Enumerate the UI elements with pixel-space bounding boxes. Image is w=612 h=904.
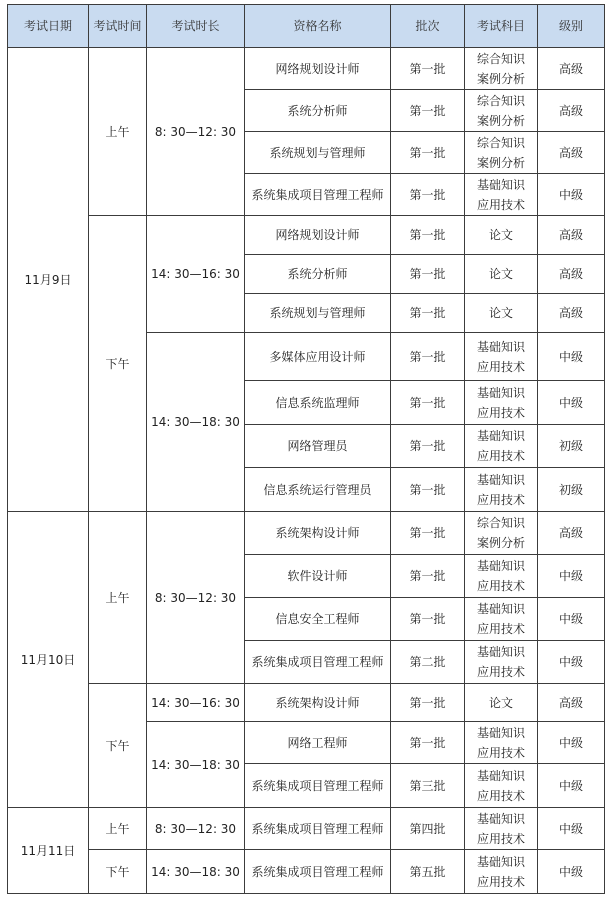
batch-cell: 第一批 — [391, 174, 465, 216]
exam-duration-cell: 8: 30—12: 30 — [147, 512, 245, 684]
batch-cell: 第一批 — [391, 684, 465, 722]
exam-period-cell: 上午 — [89, 512, 147, 684]
exam-subject-cell — [465, 722, 538, 764]
table-row — [8, 216, 605, 255]
batch-cell: 第一批 — [391, 512, 465, 555]
level-cell: 高级 — [538, 216, 605, 255]
level-cell: 初级 — [538, 468, 605, 512]
table-row — [8, 512, 605, 555]
qualification-name-cell: 信息系统监理师 — [245, 381, 391, 425]
exam-subject-line: 案例分析 — [476, 113, 525, 128]
table-row — [8, 808, 605, 850]
qualification-name-cell: 网络工程师 — [245, 722, 391, 764]
exam-subject-cell — [465, 90, 538, 132]
exam-period-cell: 下午 — [89, 850, 147, 894]
table-row — [8, 48, 605, 90]
exam-subject-cell — [465, 48, 538, 90]
exam-duration-cell: 8: 30—12: 30 — [147, 48, 245, 216]
batch-cell: 第二批 — [391, 641, 465, 684]
qualification-name-cell: 系统分析师 — [245, 255, 391, 294]
exam-subject-line: 论文 — [488, 228, 513, 242]
level-cell: 高级 — [538, 294, 605, 333]
batch-cell: 第一批 — [391, 333, 465, 381]
batch-cell: 第一批 — [391, 555, 465, 598]
exam-subject-cell — [465, 132, 538, 174]
exam-subject-line: 综合知识 — [476, 51, 525, 66]
level-cell: 高级 — [538, 255, 605, 294]
exam-subject-cell — [465, 555, 538, 598]
level-cell: 中级 — [538, 598, 605, 641]
exam-subject-cell — [465, 764, 538, 808]
exam-subject-line: 应用技术 — [476, 449, 525, 463]
exam-subject-line: 基础知识 — [476, 854, 525, 869]
exam-subject-line: 应用技术 — [476, 831, 525, 846]
qualification-name-cell: 系统架构设计师 — [245, 512, 391, 555]
qualification-name-cell: 系统集成项目管理工程师 — [245, 850, 391, 894]
exam-subject-line: 基础知识 — [476, 645, 525, 659]
exam-subject-cell — [465, 333, 538, 381]
exam-subject-line: 应用技术 — [476, 788, 525, 803]
level-cell: 高级 — [538, 684, 605, 722]
header-exam-time: 考试时间 — [89, 5, 147, 48]
qualification-name-cell: 系统规划与管理师 — [245, 294, 391, 333]
exam-subject-line: 基础知识 — [476, 811, 525, 826]
exam-subject-cell — [465, 174, 538, 216]
exam-subject-line: 应用技术 — [476, 579, 525, 593]
exam-subject-line: 综合知识 — [476, 93, 525, 108]
exam-subject-line: 基础知识 — [476, 429, 525, 443]
exam-subject-cell — [465, 850, 538, 894]
qualification-name-cell: 系统分析师 — [245, 90, 391, 132]
exam-schedule-table — [7, 4, 605, 894]
exam-subject-line: 应用技术 — [476, 745, 525, 760]
exam-subject-line: 应用技术 — [476, 874, 525, 889]
header-exam-duration: 考试时长 — [147, 5, 245, 48]
level-cell: 中级 — [538, 808, 605, 850]
batch-cell: 第一批 — [391, 216, 465, 255]
exam-date-cell: 11月9日 — [8, 48, 89, 512]
exam-duration-cell: 14: 30—16: 30 — [147, 216, 245, 333]
exam-subject-line: 基础知识 — [476, 177, 525, 192]
exam-subject-line: 应用技术 — [476, 665, 525, 679]
header-exam-date: 考试日期 — [8, 5, 89, 48]
batch-cell: 第一批 — [391, 468, 465, 512]
exam-subject-line: 案例分析 — [476, 71, 525, 86]
exam-date-cell: 11月11日 — [8, 808, 89, 894]
level-cell: 高级 — [538, 132, 605, 174]
qualification-name-cell: 系统架构设计师 — [245, 684, 391, 722]
exam-duration-cell: 14: 30—18: 30 — [147, 850, 245, 894]
exam-date-cell: 11月10日 — [8, 512, 89, 808]
exam-subject-line: 综合知识 — [476, 516, 525, 530]
batch-cell: 第一批 — [391, 90, 465, 132]
qualification-name-cell: 系统规划与管理师 — [245, 132, 391, 174]
level-cell: 中级 — [538, 722, 605, 764]
exam-subject-line: 应用技术 — [476, 197, 525, 212]
batch-cell: 第一批 — [391, 48, 465, 90]
batch-cell: 第一批 — [391, 722, 465, 764]
qualification-name-cell: 网络规划设计师 — [245, 48, 391, 90]
exam-subject-line: 基础知识 — [476, 768, 525, 783]
qualification-name-cell: 系统集成项目管理工程师 — [245, 764, 391, 808]
level-cell: 中级 — [538, 333, 605, 381]
exam-duration-cell: 14: 30—16: 30 — [147, 684, 245, 722]
exam-subject-line: 应用技术 — [476, 405, 525, 420]
batch-cell: 第四批 — [391, 808, 465, 850]
level-cell: 中级 — [538, 555, 605, 598]
exam-subject-cell — [465, 381, 538, 425]
qualification-name-cell: 网络管理员 — [245, 425, 391, 468]
exam-subject-line: 基础知识 — [476, 339, 525, 354]
exam-subject-line: 论文 — [488, 695, 513, 710]
header-qualification-name: 资格名称 — [245, 5, 391, 48]
exam-subject-cell — [465, 598, 538, 641]
level-cell: 中级 — [538, 850, 605, 894]
qualification-name-cell: 系统集成项目管理工程师 — [245, 808, 391, 850]
level-cell: 中级 — [538, 764, 605, 808]
level-cell: 高级 — [538, 512, 605, 555]
exam-period-cell: 上午 — [89, 808, 147, 850]
exam-subject-cell — [465, 255, 538, 294]
level-cell: 中级 — [538, 381, 605, 425]
exam-subject-line: 应用技术 — [476, 359, 525, 374]
level-cell: 高级 — [538, 90, 605, 132]
exam-subject-line: 基础知识 — [476, 725, 525, 740]
exam-period-cell: 下午 — [89, 684, 147, 808]
level-cell: 初级 — [538, 425, 605, 468]
exam-subject-cell — [465, 294, 538, 333]
batch-cell: 第五批 — [391, 850, 465, 894]
batch-cell: 第一批 — [391, 294, 465, 333]
table-row — [8, 850, 605, 894]
qualification-name-cell: 软件设计师 — [245, 555, 391, 598]
level-cell: 中级 — [538, 641, 605, 684]
exam-subject-cell — [465, 641, 538, 684]
batch-cell: 第一批 — [391, 381, 465, 425]
table-row — [8, 684, 605, 722]
level-cell: 高级 — [538, 48, 605, 90]
exam-subject-cell — [465, 216, 538, 255]
header-row — [8, 5, 605, 48]
exam-subject-line: 基础知识 — [476, 602, 525, 616]
header-batch: 批次 — [391, 5, 465, 48]
qualification-name-cell: 网络规划设计师 — [245, 216, 391, 255]
batch-cell: 第一批 — [391, 255, 465, 294]
exam-subject-line: 基础知识 — [476, 385, 525, 400]
exam-duration-cell: 8: 30—12: 30 — [147, 808, 245, 850]
qualification-name-cell: 信息系统运行管理员 — [245, 468, 391, 512]
batch-cell: 第一批 — [391, 598, 465, 641]
exam-subject-line: 基础知识 — [476, 472, 525, 487]
exam-duration-cell: 14: 30—18: 30 — [147, 722, 245, 808]
qualification-name-cell: 系统集成项目管理工程师 — [245, 174, 391, 216]
exam-subject-line: 案例分析 — [476, 536, 525, 550]
exam-subject-cell — [465, 808, 538, 850]
exam-subject-cell — [465, 684, 538, 722]
exam-period-cell: 上午 — [89, 48, 147, 216]
exam-subject-line: 应用技术 — [476, 492, 525, 507]
exam-period-cell: 下午 — [89, 216, 147, 512]
exam-subject-line: 应用技术 — [476, 622, 525, 636]
exam-subject-line: 综合知识 — [476, 135, 525, 150]
table-body — [8, 48, 605, 894]
exam-subject-cell — [465, 512, 538, 555]
exam-subject-cell — [465, 425, 538, 468]
exam-subject-line: 论文 — [488, 306, 513, 320]
batch-cell: 第一批 — [391, 425, 465, 468]
exam-duration-cell: 14: 30—18: 30 — [147, 333, 245, 512]
qualification-name-cell: 多媒体应用设计师 — [245, 333, 391, 381]
table-header — [8, 5, 605, 48]
qualification-name-cell: 系统集成项目管理工程师 — [245, 641, 391, 684]
exam-subject-cell — [465, 468, 538, 512]
header-exam-subject: 考试科目 — [465, 5, 538, 48]
exam-subject-line: 案例分析 — [476, 155, 525, 170]
batch-cell: 第一批 — [391, 132, 465, 174]
exam-subject-line: 基础知识 — [476, 559, 525, 573]
qualification-name-cell: 信息安全工程师 — [245, 598, 391, 641]
level-cell: 中级 — [538, 174, 605, 216]
header-level: 级别 — [538, 5, 605, 48]
batch-cell: 第三批 — [391, 764, 465, 808]
exam-subject-line: 论文 — [488, 267, 513, 281]
